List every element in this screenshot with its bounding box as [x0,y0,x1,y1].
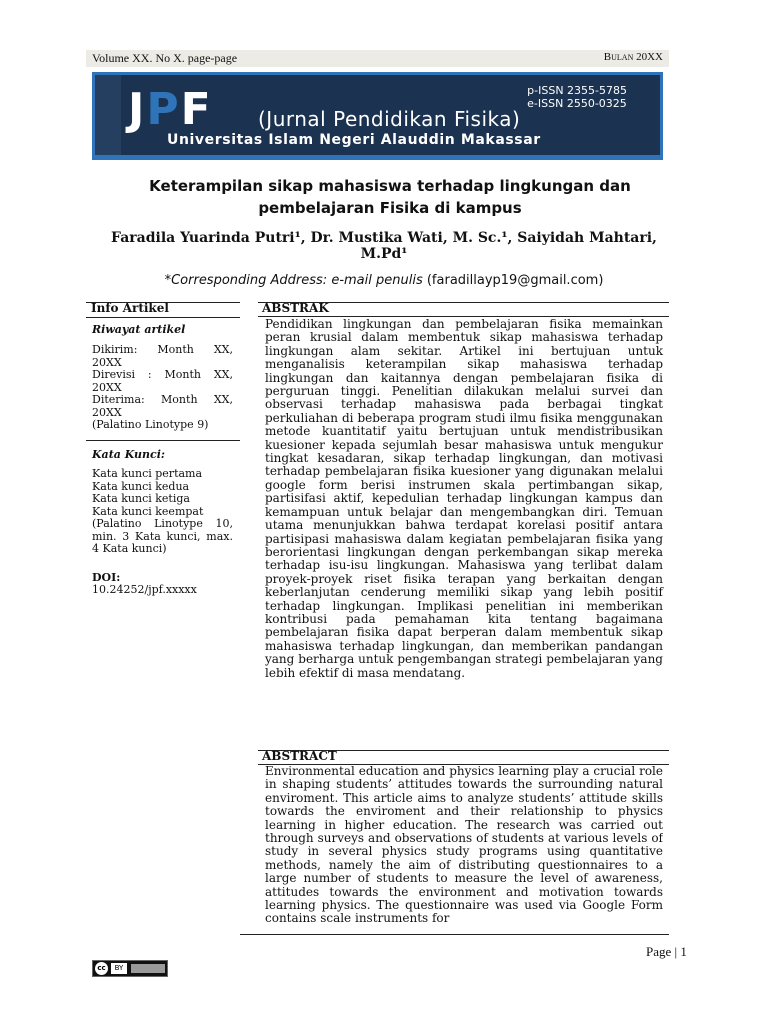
abstract-body: Environmental education and physics learning play a crucial role in shaping students’ attitudes towards the surrounding natural enviroment. This article aims to analyze students’ attitude skills towards the enviroment and their relationship to physics learning in higher education. The research was carried out through surveys and observations of students at various levels of study in several physics study programs using quantitative methods, namely the aim of distributing questionnaires to a large number of students to measure the level of awareness, attitudes towards the environment and motivation towards learning physics. The questionnaire was used via Google Form contains scale instruments for [265,765,663,926]
author-list: Faradila Yuarinda Putri¹, Dr. Mustika Wati, M. Sc.¹, Saiyidah Mahtari, M.Pd¹ [111,230,657,262]
license-strip [131,964,165,973]
history-heading: Riwayat artikel [92,323,186,336]
doi-value[interactable]: 10.24252/jpf.xxxxx [92,583,197,596]
doi-heading: DOI: [92,571,121,584]
history-accepted: Diterima: Month XX, 20XX [92,393,233,419]
issn-print: p-ISSN 2355-5785 [527,84,627,97]
volume-info: Volume XX. No X. page-page [92,51,238,65]
page-number: Page | 1 [646,944,687,959]
corresponding-label: *Corresponding Address: e-mail penulis [164,273,423,288]
university-name: Universitas Islam Negeri Alauddin Makassar [167,132,541,148]
running-header [86,50,669,67]
logo-letter-j: J [128,84,147,135]
abstract-heading: ABSTRACT [262,749,337,763]
history-rule [86,440,240,441]
info-heading: Info Artikel [91,301,169,315]
history-note: (Palatino Linotype 9) [92,418,209,431]
logo-letter-p: P [146,84,181,135]
abstract-bottom-rule [240,934,669,935]
corresponding-email: (faradillayp19@gmail.com) [426,273,604,288]
journal-name: (Jurnal Pendidikan Fisika) [258,107,521,131]
logo-letter-f: F [180,84,213,135]
cc-icon: cc [95,962,108,975]
keyword-note: (Palatino Linotype 10, min. 3 Kata kunci, max. 4 Kata kunci) [92,517,233,555]
banner-frame [92,72,663,160]
keyword-item: Kata kunci ketiga [92,492,190,505]
cc-license-badge[interactable] [92,960,168,977]
by-icon: BY [111,963,127,974]
keywords-list [92,468,233,556]
journal-banner [92,72,663,160]
corresponding-address [92,273,676,288]
history-revised: Direvisi : Month XX, 20XX [92,368,233,394]
abstrak-heading: ABSTRAK [262,301,329,315]
issn-online: e-ISSN 2550-0325 [527,97,627,110]
keyword-item: Kata kunci pertama [92,467,203,480]
history-list [92,344,233,432]
keywords-heading: Kata Kunci: [92,448,165,461]
issue-month: Bulan 20XX [603,51,663,63]
keyword-item: Kata kunci keempat [92,504,204,518]
info-heading-rule [86,317,240,318]
history-sent: Dikirim: Month XX, 20XX [92,343,233,369]
abstrak-body: Pendidikan lingkungan dan pembelajaran fisika memainkan peran krusial dalam membentuk sikap mahasiswa terhadap lingkungan alam sekitar. Artikel ini bertujuan untuk menganalisis keterampilan sikap mahasiswa terhadap lingkungan dan kaitannya dengan pembelajaran fisika di perguruan tinggi. Penelitian dilakukan melalui survei dan observasi terhadap mahasiswa pada berbagai tingkat perkuliahan di beberapa program studi ilmu fisika menggunakan metode kuantitatif yaitu bertujuan untuk mendistribusikan kuesioner kepada sejumlah besar mahasiswa untuk mengukur tingkat kesadaran, sikap terhadap lingkungan, dan motivasi terhadap pembelajaran fisika kuesioner yang digunakan melalui google form berisi instrumen skala pertimbangan sikap, partisifasi aktif, kepedulian terhadap lingkungan kampus dan kemampuan untuk belajar dan mengembangkan diri. Temuan utama menunjukkan bahwa terdapat korelasi positif antara partisipasi mahasiswa dalam kegiatan pembelajaran fisika yang berorientasi lingkungan dengan perkembangan sikap mereka terhadap isu-isu lingkungan. Mahasiswa yang terlibat dalam proyek-proyek riset fisika terapan yang berkaitan dengan keberlanjutan cenderung memiliki sikap yang lebih positif terhadap lingkungan. Implikasi penelitian ini memberikan kontribusi pada pemahaman kita tentang bagaimana pembelajaran fisika dapat berperan dalam membentuk sikap mahasiswa terhadap lingkungan, dan memberikan pandangan yang berharga untuk pengembangan strategi pembelajaran yang lebih efektif di masa mendatang. [265,317,663,680]
article-title: Keterampilan sikap mahasiswa terhadap lingkungan dan pembelajaran Fisika di kampus [149,177,631,217]
keyword-item: Kata kunci kedua [92,479,190,493]
